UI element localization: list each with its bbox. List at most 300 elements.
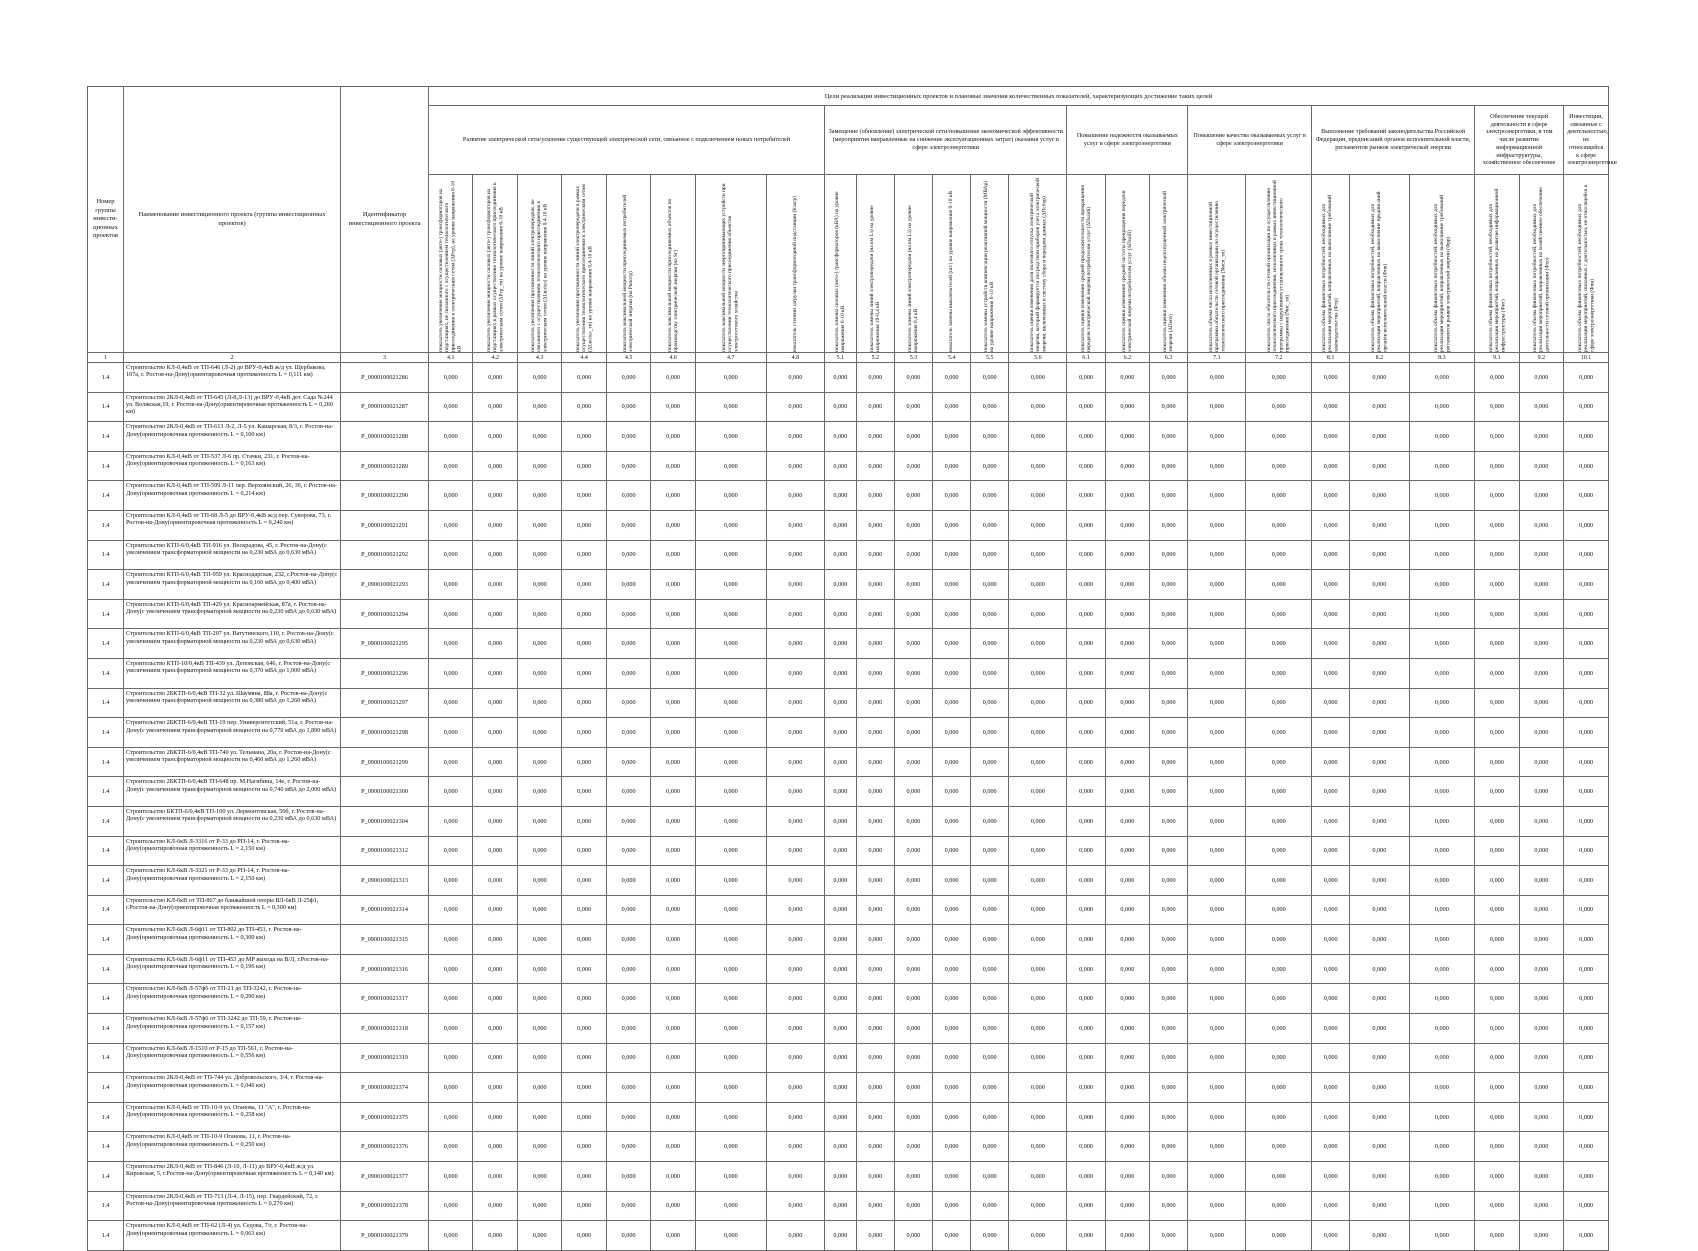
cell-indicator-value: 0,000 [1519,954,1563,984]
cell-indicator-value: 0,000 [473,688,517,718]
cell-indicator-value: 0,000 [824,1162,856,1192]
cell-indicator-value: 0,000 [1475,747,1519,777]
cell-indicator-value: 0,000 [606,481,650,511]
cell-indicator-value: 0,000 [1350,806,1409,836]
header-indicator [517,175,561,353]
cell-indicator-value: 0,000 [606,1191,650,1221]
cell-indicator-value: 0,000 [1409,1014,1475,1044]
cell-indicator-value: 0,000 [856,1073,894,1103]
cell-indicator-value: 0,000 [824,1132,856,1162]
cell-indicator-value: 0,000 [856,658,894,688]
cell-indicator-value: 0,000 [1188,1102,1246,1132]
header-goal-group: Инвестиции, связанные с деятельностью, не относящейся к сфере электроэнергетики [1564,106,1609,175]
cell-indicator-value: 0,000 [1150,451,1188,481]
cell-indicator-value: 0,000 [517,718,561,748]
cell-indicator-value: 0,000 [517,954,561,984]
cell-indicator-value: 0,000 [1475,1102,1519,1132]
cell-indicator-value: 0,000 [1519,658,1563,688]
cell-indicator-value: 0,000 [766,688,824,718]
header-indicator-label: показатель объема числа исполненных в рамках инвестиционной программы обязательств сетевой организации по осуществлению технологического присоединения (Nисп_тп) [1207,201,1226,352]
cell-indicator-value: 0,000 [1312,599,1350,629]
cell-indicator-value: 0,000 [824,718,856,748]
cell-indicator-value: 0,000 [562,1073,606,1103]
cell-indicator-value: 0,000 [428,777,472,807]
table-row [88,777,1609,807]
cell-project-name: Строительство 2БКТП-6/0,4кВ ТП-19 пер. Университетский, 51а, г. Ростов-на-Дону(с увеличением трансформаторной мощности на 0,770 мВА до 1,890 мВА) [124,718,341,748]
table-row [88,1043,1609,1073]
cell-indicator-value: 0,000 [1150,422,1188,452]
cell-indicator-value: 0,000 [894,363,932,393]
cell-indicator-value: 0,000 [971,510,1009,540]
cell-indicator-value: 0,000 [1009,451,1067,481]
cell-indicator-value: 0,000 [1105,836,1149,866]
cell-project-name: Строительство КЛ-6кВ Л-3321 от Р-33 до РП-14, г. Ростов-на-Дону(ориентировочная протяженность L = 2,150 км) [124,866,341,896]
cell-indicator-value: 0,000 [766,363,824,393]
cell-indicator-value: 0,000 [473,984,517,1014]
cell-project-name: Строительство 2БКТП-6/0,4кВ ТП-740 ул. Тельмана, 20а, г. Ростов-на-Дону(с увеличением трансформаторной мощности на 0,460 мВА до 1,260 мВА) [124,747,341,777]
cell-indicator-value: 0,000 [428,895,472,925]
cell-indicator-value: 0,000 [894,895,932,925]
cell-group-number: 1.4 [88,1162,124,1192]
cell-indicator-value: 0,000 [1350,984,1409,1014]
cell-indicator-value: 0,000 [894,1073,932,1103]
cell-indicator-value: 0,000 [651,747,695,777]
cell-indicator-value: 0,000 [695,599,766,629]
header-indicator-label: показатель объема финансовых потребностей, необходимых для реализации мероприятий, направленных на развитие информационной инфраструктуры (Фит) [1487,188,1506,352]
cell-indicator-value: 0,000 [695,1014,766,1044]
cell-indicator-value: 0,000 [1409,925,1475,955]
cell-indicator-value: 0,000 [856,422,894,452]
cell-indicator-value: 0,000 [971,747,1009,777]
table-body [88,363,1609,1251]
cell-indicator-value: 0,000 [1519,1014,1563,1044]
cell-indicator-value: 0,000 [1409,658,1475,688]
table-row [88,451,1609,481]
cell-group-number: 1.4 [88,806,124,836]
cell-indicator-value: 0,000 [824,629,856,659]
cell-indicator-value: 0,000 [473,1132,517,1162]
cell-group-number: 1.4 [88,570,124,600]
cell-indicator-value: 0,000 [1188,422,1246,452]
cell-indicator-value: 0,000 [1067,747,1105,777]
cell-indicator-value: 0,000 [766,540,824,570]
cell-indicator-value: 0,000 [562,954,606,984]
header-goal-group: Выполнение требований законодательства Российской Федерации, предписаний органов исполнительной власти, регламентов рынков электрической энергии [1312,106,1475,175]
cell-group-number: 1.4 [88,451,124,481]
table-row [88,392,1609,422]
cell-indicator-value: 0,000 [1519,984,1563,1014]
cell-indicator-value: 0,000 [766,451,824,481]
cell-indicator-value: 0,000 [517,925,561,955]
cell-indicator-value: 0,000 [1009,1073,1067,1103]
cell-indicator-value: 0,000 [606,451,650,481]
cell-indicator-value: 0,000 [856,718,894,748]
cell-indicator-value: 0,000 [1105,658,1149,688]
cell-indicator-value: 0,000 [824,954,856,984]
cell-indicator-value: 0,000 [1105,481,1149,511]
cell-indicator-value: 0,000 [428,718,472,748]
cell-group-number: 1.4 [88,363,124,393]
cell-project-name: Строительство КЛ-6кВ от ТП-867 до ближайшей опоры ВЛ-6кВ Л-25ф1, г.Ростов-на-Дону(ориентировочная протяженность L = 0,300 км) [124,895,341,925]
header-row-main [88,87,1609,106]
cell-indicator-value: 0,000 [766,1162,824,1192]
cell-indicator-value: 0,000 [1312,1014,1350,1044]
cell-indicator-value: 0,000 [428,1102,472,1132]
cell-indicator-value: 0,000 [933,1102,971,1132]
cell-indicator-value: 0,000 [856,866,894,896]
cell-indicator-value: 0,000 [1150,392,1188,422]
cell-indicator-value: 0,000 [1409,1132,1475,1162]
cell-group-number: 1.4 [88,718,124,748]
cell-indicator-value: 0,000 [428,747,472,777]
cell-indicator-value: 0,000 [1150,540,1188,570]
cell-indicator-value: 0,000 [1312,984,1350,1014]
cell-group-number: 1.4 [88,925,124,955]
cell-indicator-value: 0,000 [517,836,561,866]
header-indicator [651,175,695,353]
column-number: 4.6 [651,353,695,363]
cell-indicator-value: 0,000 [1312,954,1350,984]
cell-indicator-value: 0,000 [1312,570,1350,600]
cell-indicator-value: 0,000 [1409,392,1475,422]
cell-indicator-value: 0,000 [1409,866,1475,896]
cell-indicator-value: 0,000 [1564,1162,1609,1192]
cell-indicator-value: 0,000 [562,629,606,659]
cell-indicator-value: 0,000 [894,1191,932,1221]
cell-indicator-value: 0,000 [971,1073,1009,1103]
cell-indicator-value: 0,000 [1519,392,1563,422]
cell-indicator-value: 0,000 [1564,1221,1609,1251]
cell-indicator-value: 0,000 [766,1043,824,1073]
cell-indicator-value: 0,000 [1312,363,1350,393]
column-number: 4.4 [562,353,606,363]
cell-indicator-value: 0,000 [1105,984,1149,1014]
cell-indicator-value: 0,000 [1009,629,1067,659]
cell-indicator-value: 0,000 [824,570,856,600]
cell-indicator-value: 0,000 [606,1073,650,1103]
cell-indicator-value: 0,000 [1564,836,1609,866]
cell-project-id: P_0900100021312 [341,836,429,866]
cell-indicator-value: 0,000 [1067,1073,1105,1103]
cell-indicator-value: 0,000 [1246,599,1312,629]
header-indicator [1067,175,1105,353]
header-indicator-label: показатель увеличения протяженности линий электропередачи в рамках осуществления технологического присоединения к электрическим сетям (ΔLвл/кл_тп) на уровне напряжения 0,4-10 кВ [574,184,594,352]
cell-project-id: P_0900100021292 [341,540,429,570]
cell-indicator-value: 0,000 [1312,1043,1350,1073]
cell-indicator-value: 0,000 [1188,718,1246,748]
header-indicator-label: показатель замены линий электропередачи (на км Lз) на уровне напряжения 0,4 кВ [907,205,920,352]
cell-indicator-value: 0,000 [971,422,1009,452]
cell-indicator-value: 0,000 [428,481,472,511]
column-number: 4.1 [428,353,472,363]
cell-project-id: P_0900100021318 [341,1014,429,1044]
cell-indicator-value: 0,000 [695,1073,766,1103]
cell-indicator-value: 0,000 [824,1043,856,1073]
cell-indicator-value: 0,000 [1067,718,1105,748]
column-number: 6.1 [1067,353,1105,363]
cell-indicator-value: 0,000 [1564,1073,1609,1103]
header-goal-group: Повышение надежности оказываемых услуг в сфере электроэнергетики [1067,106,1188,175]
cell-indicator-value: 0,000 [1564,629,1609,659]
header-indicator-label: показатель увеличения протяженности линий электропередачи, не связанного с осуществлением технологического присоединения к электрическим сетям (ΔLвл/кл) на уровне напряжения 0,4-10 кВ [530,199,549,352]
cell-indicator-value: 0,000 [562,747,606,777]
cell-indicator-value: 0,000 [933,895,971,925]
cell-indicator-value: 0,000 [1105,688,1149,718]
cell-indicator-value: 0,000 [894,925,932,955]
cell-indicator-value: 0,000 [1409,1221,1475,1251]
cell-project-id: P_0900100021291 [341,510,429,540]
cell-indicator-value: 0,000 [766,747,824,777]
cell-indicator-value: 0,000 [1475,510,1519,540]
cell-indicator-value: 0,000 [1105,866,1149,896]
cell-indicator-value: 0,000 [606,925,650,955]
header-indicator [894,175,932,353]
cell-indicator-value: 0,000 [1350,481,1409,511]
cell-indicator-value: 0,000 [971,895,1009,925]
cell-indicator-value: 0,000 [766,510,824,540]
cell-indicator-value: 0,000 [894,806,932,836]
cell-indicator-value: 0,000 [1067,451,1105,481]
header-indicator-label: показатель максимальной мощности присоединяемых объектов по производству электрической энергии (на Sг) [666,198,680,352]
cell-indicator-value: 0,000 [473,1043,517,1073]
cell-indicator-value: 0,000 [1009,658,1067,688]
cell-indicator-value: 0,000 [1246,984,1312,1014]
cell-indicator-value: 0,000 [1150,866,1188,896]
cell-indicator-value: 0,000 [856,895,894,925]
cell-indicator-value: 0,000 [1350,1073,1409,1103]
cell-indicator-value: 0,000 [1564,747,1609,777]
cell-indicator-value: 0,000 [1188,925,1246,955]
cell-indicator-value: 0,000 [1067,363,1105,393]
cell-indicator-value: 0,000 [651,629,695,659]
cell-indicator-value: 0,000 [1519,747,1563,777]
cell-indicator-value: 0,000 [562,510,606,540]
cell-indicator-value: 0,000 [1350,747,1409,777]
header-indicator [1475,175,1519,353]
cell-indicator-value: 0,000 [517,392,561,422]
cell-indicator-value: 0,000 [517,688,561,718]
cell-indicator-value: 0,000 [651,895,695,925]
cell-indicator-value: 0,000 [1564,481,1609,511]
column-number: 4.3 [517,353,561,363]
cell-indicator-value: 0,000 [1409,570,1475,600]
column-number: 8.2 [1350,353,1409,363]
cell-indicator-value: 0,000 [562,658,606,688]
cell-indicator-value: 0,000 [933,540,971,570]
cell-indicator-value: 0,000 [473,895,517,925]
header-indicator [1009,175,1067,353]
cell-indicator-value: 0,000 [1475,1132,1519,1162]
cell-indicator-value: 0,000 [1150,570,1188,600]
cell-indicator-value: 0,000 [971,866,1009,896]
cell-indicator-value: 0,000 [1519,806,1563,836]
table-row [88,925,1609,955]
cell-indicator-value: 0,000 [1350,1221,1409,1251]
cell-indicator-value: 0,000 [1519,570,1563,600]
cell-indicator-value: 0,000 [517,1221,561,1251]
cell-group-number: 1.4 [88,836,124,866]
cell-indicator-value: 0,000 [894,658,932,688]
cell-indicator-value: 0,000 [1105,1043,1149,1073]
cell-indicator-value: 0,000 [824,363,856,393]
cell-indicator-value: 0,000 [651,866,695,896]
column-number: 5.3 [894,353,932,363]
cell-project-id: P_0900100021300 [341,777,429,807]
cell-indicator-value: 0,000 [1409,688,1475,718]
cell-indicator-value: 0,000 [971,658,1009,688]
cell-indicator-value: 0,000 [1188,836,1246,866]
cell-indicator-value: 0,000 [766,1102,824,1132]
cell-indicator-value: 0,000 [1312,747,1350,777]
cell-indicator-value: 0,000 [933,1162,971,1192]
cell-indicator-value: 0,000 [1475,806,1519,836]
cell-indicator-value: 0,000 [428,658,472,688]
table-row [88,836,1609,866]
cell-indicator-value: 0,000 [1150,925,1188,955]
cell-indicator-value: 0,000 [1246,481,1312,511]
cell-project-name: Строительство КТП-6/0,4кВ ТП-429 ул. Красноармейская, 87а, г. Ростов-на-Дону(с увеличением трансформаторной мощности на 0,230 мВА до 0,630 мВА) [124,599,341,629]
header-indicator-label: показатель замены устройств компенсации реактивной мощности (МВАр) на уровне напряжения 6-10 кВ [983,181,996,352]
header-indicator [1312,175,1350,353]
cell-indicator-value: 0,000 [1564,1102,1609,1132]
cell-indicator-value: 0,000 [1564,540,1609,570]
cell-indicator-value: 0,000 [1150,806,1188,836]
cell-indicator-value: 0,000 [824,688,856,718]
cell-indicator-value: 0,000 [894,422,932,452]
cell-indicator-value: 0,000 [1150,747,1188,777]
cell-indicator-value: 0,000 [428,1132,472,1162]
cell-indicator-value: 0,000 [971,540,1009,570]
cell-group-number: 1.4 [88,422,124,452]
cell-group-number: 1.4 [88,1221,124,1251]
cell-indicator-value: 0,000 [1067,1043,1105,1073]
cell-indicator-value: 0,000 [428,1162,472,1192]
cell-indicator-value: 0,000 [1188,777,1246,807]
cell-indicator-value: 0,000 [695,984,766,1014]
cell-indicator-value: 0,000 [1246,392,1312,422]
cell-indicator-value: 0,000 [1350,895,1409,925]
cell-indicator-value: 0,000 [428,451,472,481]
cell-indicator-value: 0,000 [1009,1043,1067,1073]
cell-indicator-value: 0,000 [651,481,695,511]
cell-indicator-value: 0,000 [894,866,932,896]
header-goals-title: Цели реализации инвестиционных проектов и плановые значения количественных показателей, характеризующих достижение таких целей [428,87,1608,106]
cell-indicator-value: 0,000 [856,1043,894,1073]
cell-indicator-value: 0,000 [894,599,932,629]
cell-project-id: P_0900100021295 [341,629,429,659]
cell-indicator-value: 0,000 [1475,777,1519,807]
table-row [88,954,1609,984]
cell-indicator-value: 0,000 [971,570,1009,600]
cell-indicator-value: 0,000 [971,1132,1009,1162]
cell-indicator-value: 0,000 [1150,718,1188,748]
cell-indicator-value: 0,000 [517,1191,561,1221]
cell-indicator-value: 0,000 [824,658,856,688]
cell-indicator-value: 0,000 [695,688,766,718]
cell-indicator-value: 0,000 [1519,1221,1563,1251]
cell-indicator-value: 0,000 [856,451,894,481]
cell-indicator-value: 0,000 [517,806,561,836]
cell-indicator-value: 0,000 [695,925,766,955]
cell-indicator-value: 0,000 [1009,510,1067,540]
cell-indicator-value: 0,000 [473,599,517,629]
cell-indicator-value: 0,000 [1105,1162,1149,1192]
cell-indicator-value: 0,000 [1519,718,1563,748]
cell-indicator-value: 0,000 [933,1014,971,1044]
cell-project-id: P_0900100021297 [341,688,429,718]
table-row [88,1162,1609,1192]
cell-indicator-value: 0,000 [1564,451,1609,481]
cell-indicator-value: 0,000 [824,1073,856,1103]
cell-indicator-value: 0,000 [933,866,971,896]
cell-indicator-value: 0,000 [517,984,561,1014]
cell-group-number: 1.4 [88,954,124,984]
cell-indicator-value: 0,000 [1067,925,1105,955]
cell-indicator-value: 0,000 [1409,599,1475,629]
cell-project-name: Строительство КЛ-0,4кВ от ТП-10-9 ул. Оганова, 11 "А", г. Ростов-на-Дону(ориентировочная протяженность L = 0,258 км) [124,1102,341,1132]
cell-indicator-value: 0,000 [473,451,517,481]
header-group-number: Номер группы инвести-ционных проектов [88,87,124,353]
cell-indicator-value: 0,000 [562,1043,606,1073]
cell-indicator-value: 0,000 [1105,718,1149,748]
cell-indicator-value: 0,000 [933,599,971,629]
cell-indicator-value: 0,000 [824,422,856,452]
cell-indicator-value: 0,000 [428,806,472,836]
cell-indicator-value: 0,000 [606,629,650,659]
cell-indicator-value: 0,000 [1105,629,1149,659]
cell-indicator-value: 0,000 [1246,540,1312,570]
cell-indicator-value: 0,000 [651,363,695,393]
cell-indicator-value: 0,000 [473,1162,517,1192]
cell-indicator-value: 0,000 [473,1221,517,1251]
cell-indicator-value: 0,000 [1067,422,1105,452]
header-goal-group: Обеспечение текущей деятельности в сфере электроэнергетики, в том числе развитие информационной инфраструктуры, хозяйственное обеспечение [1475,106,1564,175]
cell-project-name: Строительство КЛ-6кВ Л-6ф11 от ТП-802 до ТП-453, г. Ростов-на-Дону(ориентировочная протяженность L = 0,300 км) [124,925,341,955]
cell-indicator-value: 0,000 [933,1043,971,1073]
cell-indicator-value: 0,000 [1105,895,1149,925]
cell-group-number: 1.4 [88,392,124,422]
cell-indicator-value: 0,000 [824,836,856,866]
cell-indicator-value: 0,000 [1475,658,1519,688]
cell-group-number: 1.4 [88,866,124,896]
cell-indicator-value: 0,000 [1475,451,1519,481]
cell-indicator-value: 0,000 [651,777,695,807]
cell-indicator-value: 0,000 [856,1014,894,1044]
cell-indicator-value: 0,000 [473,1073,517,1103]
cell-indicator-value: 0,000 [606,747,650,777]
cell-project-id: P_0900100021378 [341,1191,429,1221]
cell-indicator-value: 0,000 [1475,1162,1519,1192]
cell-indicator-value: 0,000 [695,392,766,422]
cell-indicator-value: 0,000 [824,1014,856,1044]
cell-indicator-value: 0,000 [1475,1014,1519,1044]
cell-indicator-value: 0,000 [1009,1191,1067,1221]
cell-project-id: P_0900100021288 [341,422,429,452]
cell-project-name: Строительство 2БКТП-6/0,4кВ ТП-32 ул. Шаумяна, 88а, г. Ростов-на-Дону(с увеличением трансформаторной мощности на 0,380 мВА до 1,260 мВА) [124,688,341,718]
header-indicator [971,175,1009,353]
cell-indicator-value: 0,000 [1105,1221,1149,1251]
cell-indicator-value: 0,000 [1009,1221,1067,1251]
cell-indicator-value: 0,000 [562,422,606,452]
cell-indicator-value: 0,000 [517,747,561,777]
cell-indicator-value: 0,000 [971,1102,1009,1132]
cell-indicator-value: 0,000 [1246,1162,1312,1192]
cell-indicator-value: 0,000 [1350,510,1409,540]
column-number: 4.2 [473,353,517,363]
header-goal-group: Замещение (обновление) электрической сети/повышение экономической эффективности (мероприятия направленные на снижение эксплуатационных затрат) оказания услуг в сфере электроэнергетики [824,106,1067,175]
cell-indicator-value: 0,000 [1519,599,1563,629]
cell-indicator-value: 0,000 [1105,1073,1149,1103]
